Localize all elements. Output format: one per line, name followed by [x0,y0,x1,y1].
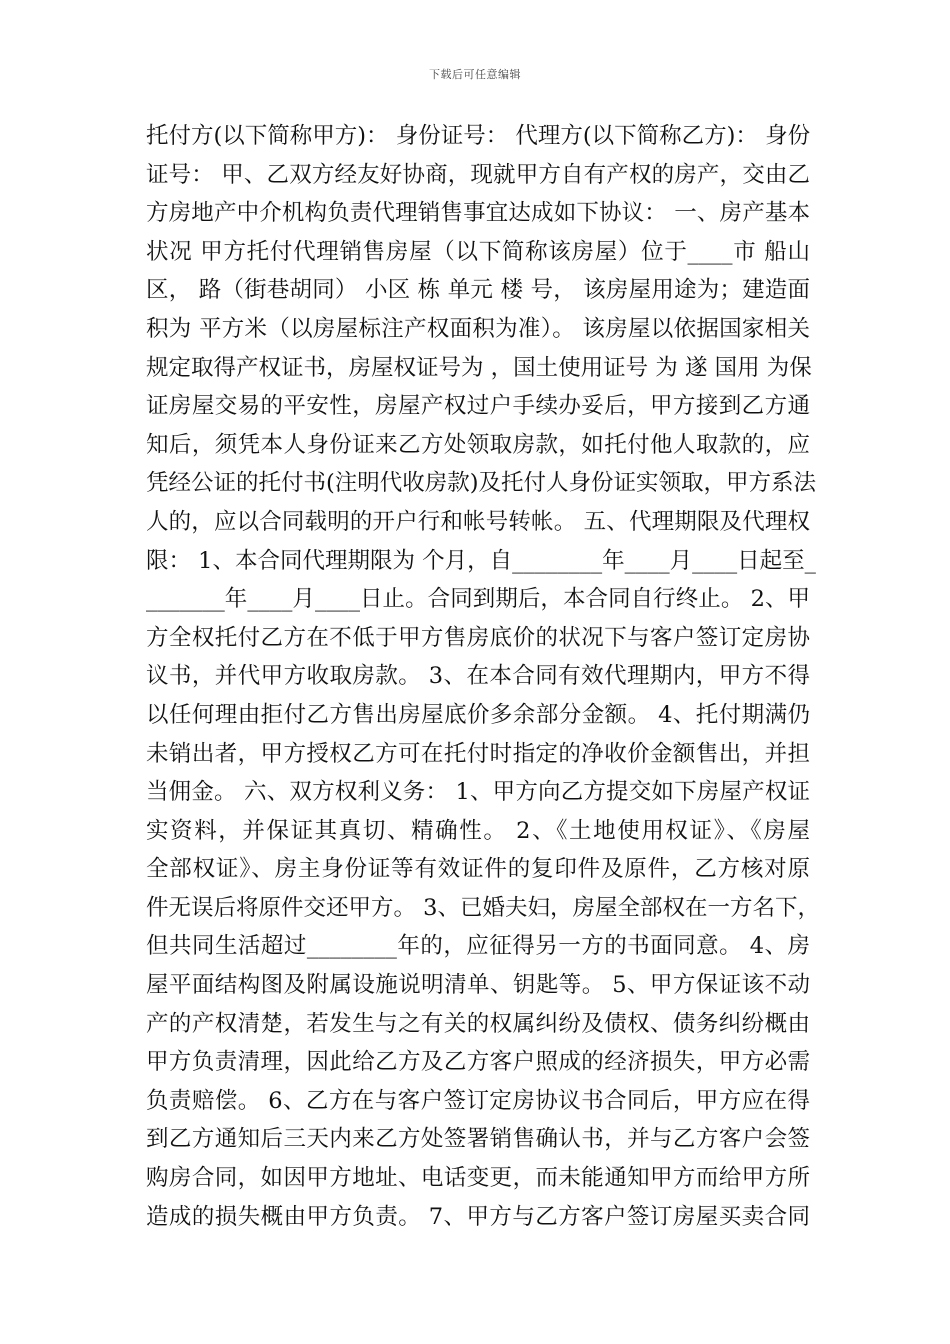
text-line: 实资料，并保证其真切、精确性。 2、《土地使用权证》、《房屋 [146,817,810,844]
page-header-note: 下载后可任意编辑 [429,68,521,81]
text-line: 凭经公证的托付书(注明代收房款)及托付人身份证实领取，甲方系法 [146,470,817,497]
text-line: 证号： 甲、乙双方经友好协商，现就甲方自有产权的房产，交由乙 [146,161,810,188]
text-line: 但共同生活超过________年的，应征得另一方的书面同意。 4、房 [146,933,810,960]
text-line: 产的产权清楚，若发生与之有关的权属纠纷及债权、债务纠纷概由 [146,1010,810,1037]
text-line: 负责赔偿。 6、乙方在与客户签订定房协议书合同后，甲方应在得 [146,1087,810,1114]
text-line: 到乙方通知后三天内来乙方处签署销售确认书，并与乙方客户会签 [146,1126,810,1153]
text-line: 当佣金。 六、双方权利义务： 1、甲方向乙方提交如下房屋产权证 [146,779,810,806]
text-line: 人的，应以合同载明的开户行和帐号转帐。 五、代理期限及代理权 [146,508,810,535]
text-line: 造成的损失概由甲方负责。 7、甲方与乙方客户签订房屋买卖合同 [146,1203,810,1230]
text-line: 未销出者，甲方授权乙方可在托付时指定的净收价金额售出，并担 [146,740,810,767]
text-line: 托付方(以下简称甲方)： 身份证号： 代理方(以下简称乙方)： 身份 [146,123,811,149]
text-line: 全部权证》、房主身份证等有效证件的复印件及原件，乙方核对原 [146,856,810,883]
text-line: 件无误后将原件交还甲方。 3、已婚夫妇，房屋全部权在一方名下， [146,894,820,921]
text-line: 证房屋交易的平安性，房屋产权过户手续办妥后，甲方接到乙方通 [146,393,810,420]
text-line: 区， 路（街巷胡同） 小区 栋 单元 楼 号， 该房屋用途为；建造面 [146,277,810,304]
text-line: 限： 1、本合同代理期限为 个月，自________年____月____日起至_ [146,547,816,574]
text-line: 甲方负责清理，因此给乙方及乙方客户照成的经济损失，甲方必需 [146,1049,810,1076]
text-line: 积为 平方米（以房屋标注产权面积为准）。 该房屋以依据国家相关 [146,315,810,342]
text-line: 方全权托付乙方在不低于甲方售房底价的状况下与客户签订定房协 [146,624,810,651]
contract-body [146,117,820,1236]
text-line: 购房合同，如因甲方地址、电话变更，而未能通知甲方而给甲方所 [146,1165,810,1192]
text-line: 方房地产中介机构负责代理销售事宜达成如下协议： 一、房产基本 [146,200,810,227]
text-line: 以任何理由拒付乙方售出房屋底价多余部分金额。 4、托付期满仍 [146,701,810,728]
text-line: _______年____月____日止。合同到期后，本合同自行终止。 2、甲 [146,586,810,613]
text-line: 议书，并代甲方收取房款。 3、在本合同有效代理期内，甲方不得 [146,663,810,690]
text-line: 屋平面结构图及附属设施说明清单、钥匙等。 5、甲方保证该不动 [146,972,810,999]
text-line: 知后，须凭本人身份证来乙方处领取房款，如托付他人取款的，应 [146,431,810,458]
text-line: 规定取得产权证书，房屋权证号为 ，国土使用证号 为 遂 国用 为保 [146,354,812,381]
text-line: 状况 甲方托付代理销售房屋（以下简称该房屋）位于____市 船山 [146,238,810,265]
